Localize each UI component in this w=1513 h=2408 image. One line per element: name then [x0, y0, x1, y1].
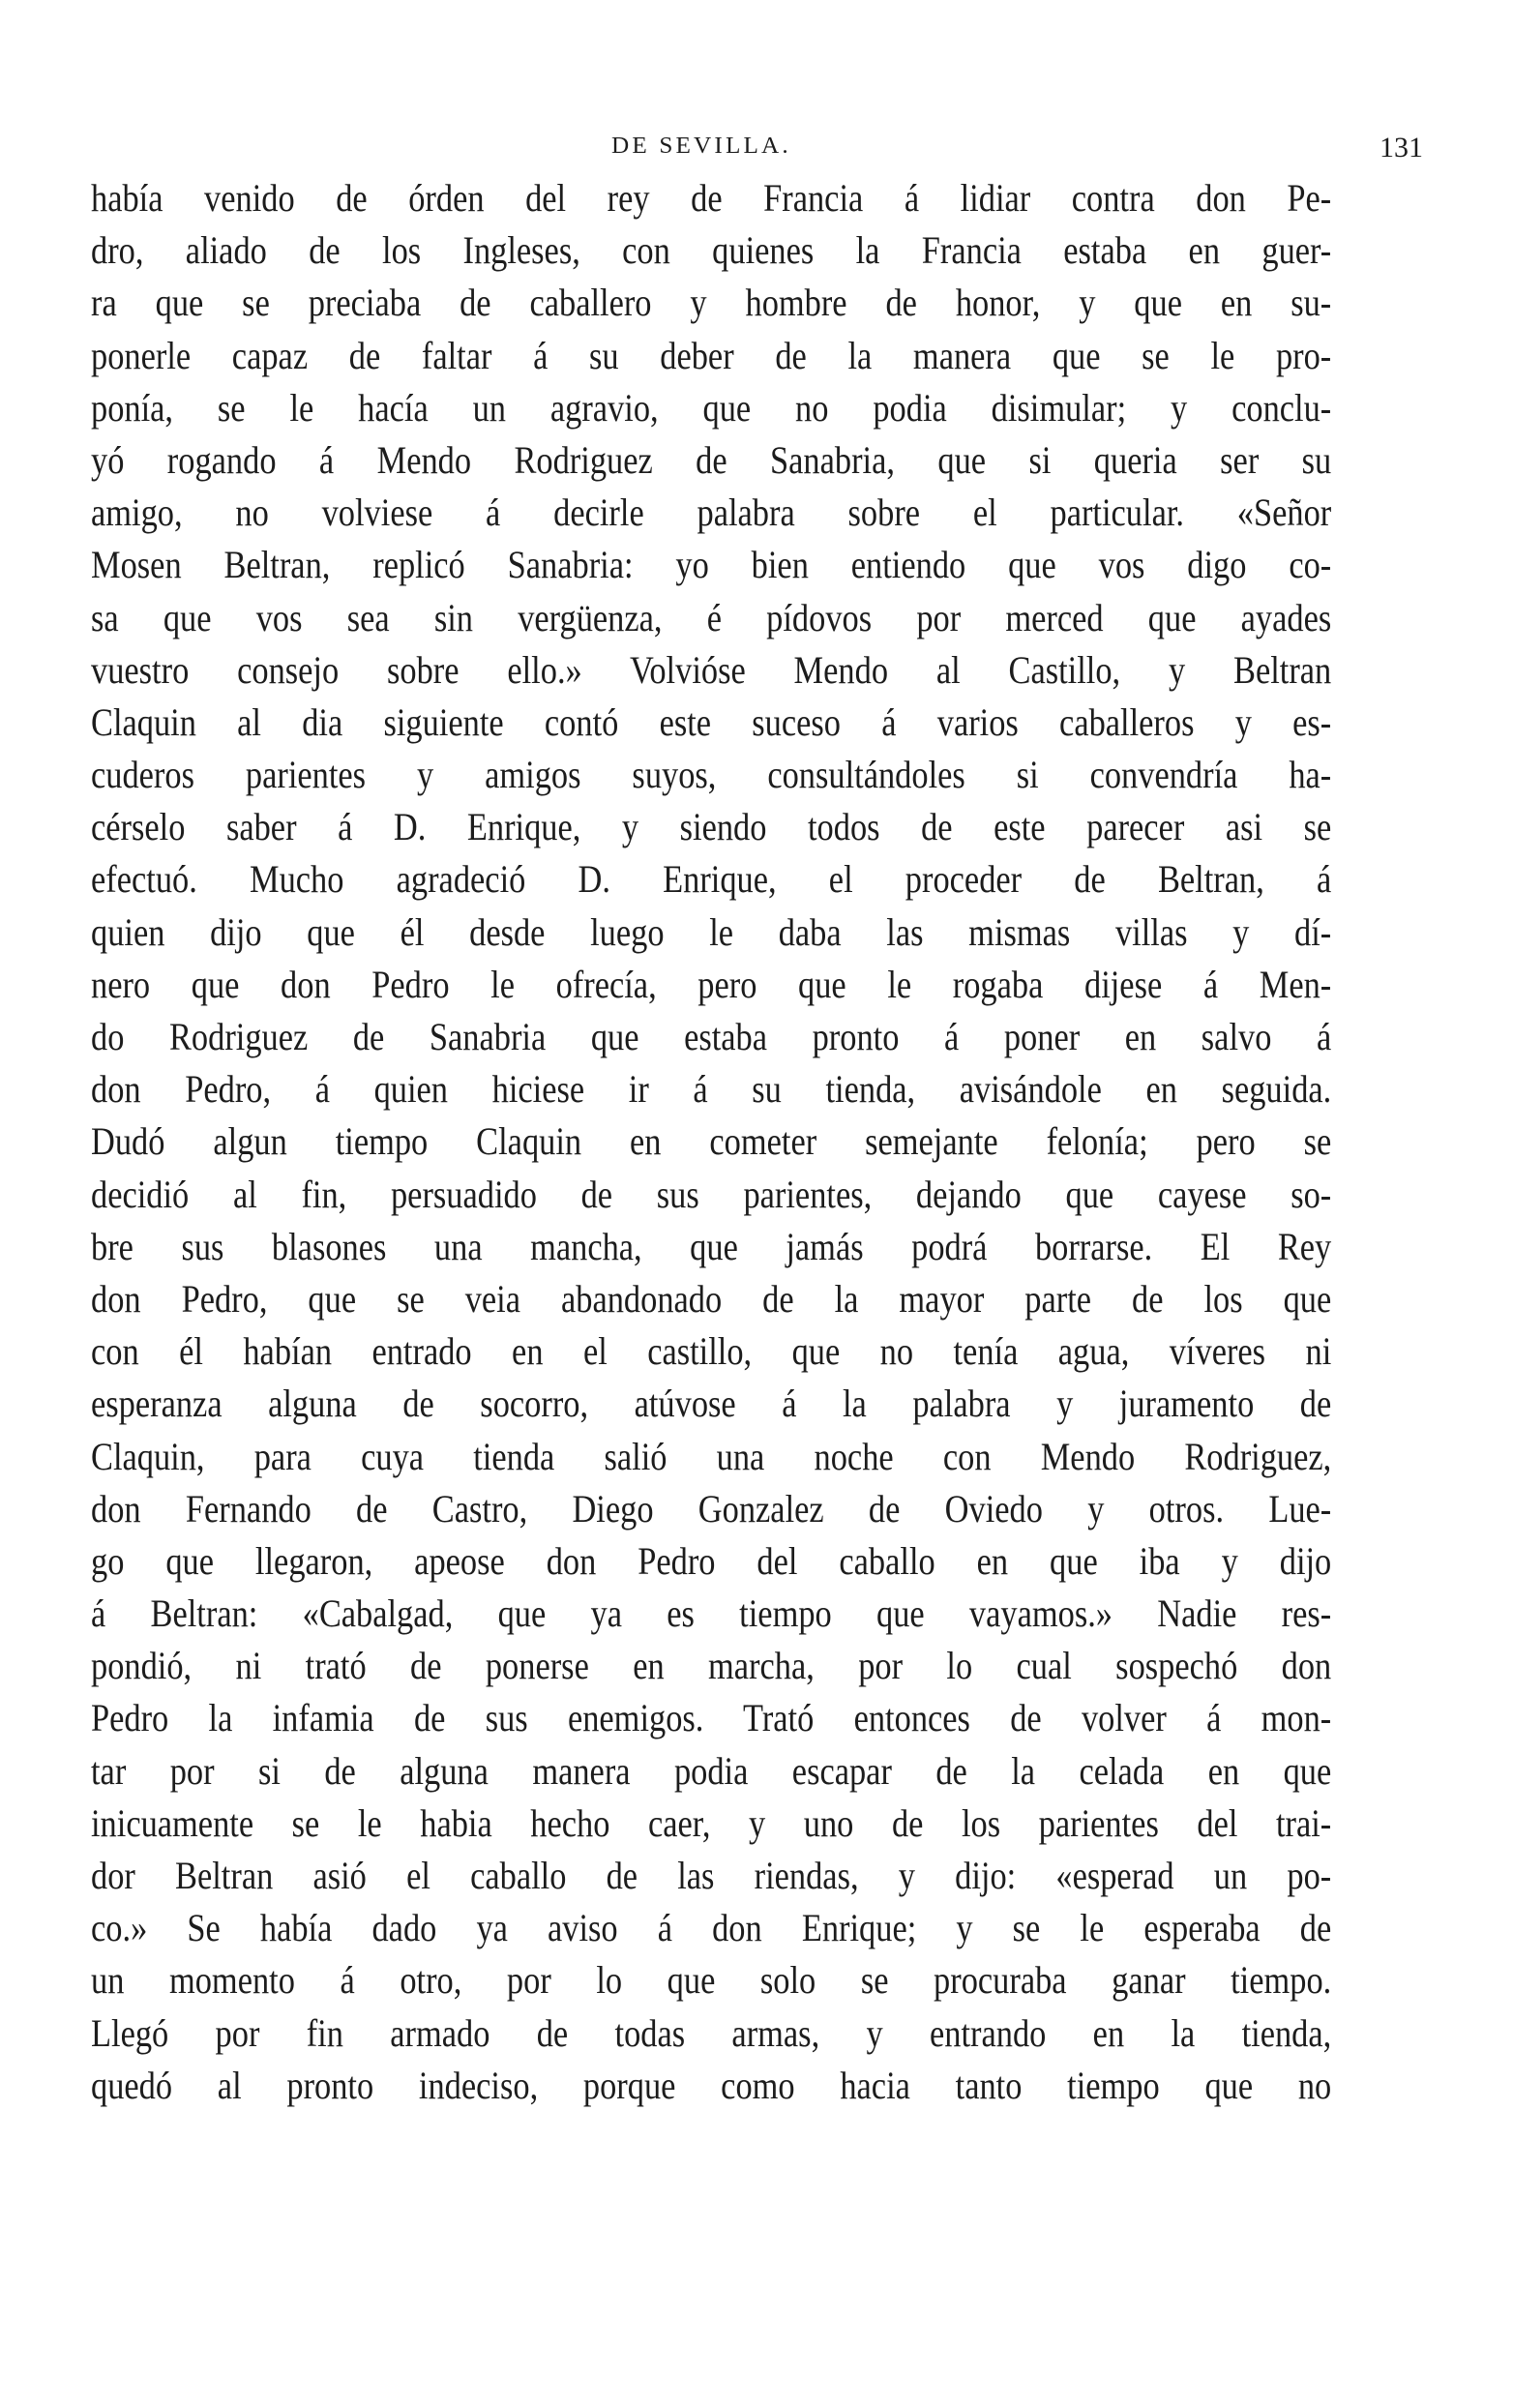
text-line: go que llegaron, apeose don Pedro del caballo en que iba y dijo — [91, 1538, 1332, 1583]
text-line: quien dijo que él desde luego le daba las mismas villas y dí- — [91, 909, 1332, 954]
text-line: bre sus blasones una mancha, que jamás podrá borrarse. El Rey — [91, 1224, 1332, 1268]
text-line: nero que don Pedro le ofrecía, pero que le rogaba dijese á Men- — [91, 962, 1332, 1006]
text-line: Mosen Beltran, replicó Sanabria: yo bien entiendo que vos digo co- — [91, 543, 1332, 587]
text-line: dor Beltran asió el caballo de las riendas, y dijo: «esperad un po- — [91, 1854, 1332, 1897]
text-line: co.» Se había dado ya aviso á don Enrique; y se le esperaba de — [91, 1906, 1332, 1950]
text-line: pondió, ni trató de ponerse en marcha, por lo cual sospechó don — [91, 1644, 1332, 1688]
text-line: esperanza alguna de socorro, atúvose á la palabra y juramento de — [91, 1382, 1332, 1426]
text-line: dro, aliado de los Ingleses, con quienes la Francia estaba en guer- — [91, 228, 1332, 273]
running-header — [0, 134, 1513, 172]
text-line: inicuamente se le habia hecho caer, y uno de los parientes del trai- — [91, 1800, 1332, 1845]
text-line: Claquin, para cuya tienda salió una noche con Mendo Rodriguez, — [91, 1434, 1332, 1478]
text-line: con él habían entrado en el castillo, que no tenía agua, víveres ni — [91, 1329, 1332, 1374]
text-line: Pedro la infamia de sus enemigos. Trató entonces de volver á mon- — [91, 1696, 1332, 1740]
text-line: ra que se preciaba de caballero y hombre de honor, y que en su- — [91, 281, 1332, 325]
text-line: cuderos parientes y amigos suyos, consultándoles si convendría ha- — [91, 753, 1332, 797]
text-line: ponía, se le hacía un agravio, que no podia disimular; y conclu- — [91, 385, 1332, 430]
text-line: Llegó por fin armado de todas armas, y entrando en la tienda, — [91, 2010, 1332, 2055]
text-line: don Pedro, á quien hiciese ir á su tienda, avisándole en seguida. — [91, 1067, 1332, 1112]
text-line: sa que vos sea sin vergüenza, é pídovos por merced que ayades — [91, 595, 1332, 639]
body-text — [91, 172, 1331, 2112]
page-number: 131 — [1380, 132, 1423, 164]
text-line: tar por si de alguna manera podia escapar de la celada en que — [91, 1748, 1332, 1793]
text-line: un momento á otro, por lo que solo se procuraba ganar tiempo. — [91, 1958, 1332, 2003]
text-line: efectuó. Mucho agradeció D. Enrique, el proceder de Beltran, á — [91, 857, 1332, 902]
text-line: ponerle capaz de faltar á su deber de la manera que se le pro- — [91, 333, 1332, 377]
text-line: quedó al pronto indeciso, porque como hacia tanto tiempo que no — [91, 2063, 1332, 2107]
text-line: vuestro consejo sobre ello.» Volvióse Mendo al Castillo, y Beltran — [91, 647, 1332, 692]
text-line: á Beltran: «Cabalgad, que ya es tiempo que vayamos.» Nadie res- — [91, 1591, 1332, 1636]
text-line: amigo, no volviese á decirle palabra sobre el particular. «Señor — [91, 491, 1332, 535]
text-line: yó rogando á Mendo Rodriguez de Sanabria, que si queria ser su — [91, 437, 1332, 482]
text-line: do Rodriguez de Sanabria que estaba pronto á poner en salvo á — [91, 1015, 1332, 1058]
text-line: Claquin al dia siguiente contó este suceso á varios caballeros y es- — [91, 699, 1332, 744]
text-line: había venido de órden del rey de Francia á lidiar contra don Pe- — [91, 176, 1332, 220]
text-line: don Pedro, que se veia abandonado de la mayor parte de los que — [91, 1276, 1332, 1321]
text-line: cérselo saber á D. Enrique, y siendo todos de este parecer asi se — [91, 805, 1332, 849]
text-line: decidió al fin, persuadido de sus parientes, dejando que cayese so- — [91, 1172, 1332, 1216]
text-line: don Fernando de Castro, Diego Gonzalez de Oviedo y otros. Lue- — [91, 1486, 1332, 1531]
running-title: DE SEVILLA. — [611, 134, 791, 159]
text-line: Dudó algun tiempo Claquin en cometer semejante felonía; pero se — [91, 1119, 1332, 1164]
